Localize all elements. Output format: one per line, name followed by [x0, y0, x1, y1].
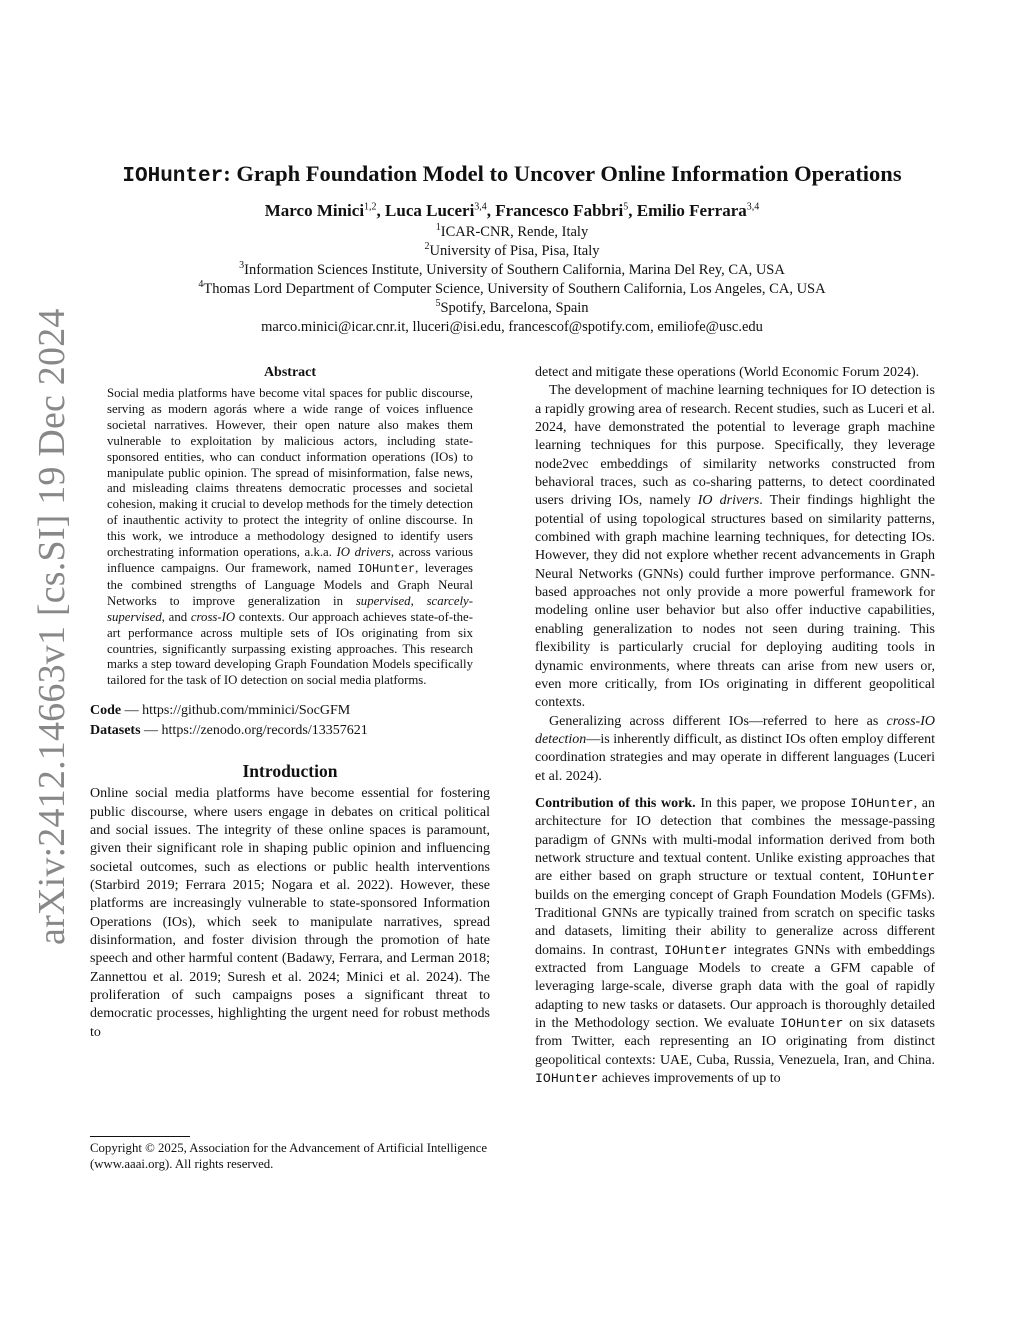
- paragraph-text-segment: —is inherently difficult, as distinct IOs often employ different coordination strategies and may operate in different languages (Luceri et al. 2024).: [535, 731, 935, 784]
- abstract-heading: Abstract: [263, 365, 317, 380]
- author-affiliation-marker: 3,4: [474, 201, 487, 213]
- introduction-heading: Introduction: [242, 761, 338, 782]
- system-name-inline: IOHunter: [664, 942, 728, 958]
- paragraph-emphasis: IO drivers: [697, 493, 760, 509]
- abstract-body: [107, 386, 473, 689]
- abstract-system-name: IOHunter: [357, 561, 416, 576]
- author-list: [60, 199, 964, 223]
- paragraph-emphasis: cross-IO detection: [535, 713, 935, 747]
- affiliation: [60, 261, 964, 280]
- affiliation-text: Information Sciences Institute, University of Southern California, Marina Del Rey, CA, USA: [244, 262, 785, 278]
- paragraph-text-segment: achieves improvements of up to: [598, 1071, 781, 1087]
- paragraph-text-segment: on six datasets from Twitter, each representing an IO originating from distinct geopolitical contexts: UAE, Cuba, Russia, Venezuela, Iran, and China.: [535, 1016, 936, 1068]
- title-text: : Graph Foundation Model to Uncover Online Information Operations: [223, 161, 902, 186]
- affiliation-marker: 2: [424, 241, 430, 253]
- link-dash: —: [140, 723, 162, 739]
- author-name: Francesco Fabbri: [495, 201, 624, 220]
- abstract-text-segment: Social media platforms have become vital spaces for public discourse, serving as modern agorás where a wide range of voices influence societal narratives. However, their open nature also makes them vulnerable to exploitation by malicious actors, including state-sponsored entities, who can conduct information operations (IOs) to manipulate public opinion. The spread of misinformation, false news, and misleading claims threatens democratic processes and societal cohesion, making it crucial to develop methods for the timely detection of inauthentic activity to protect the integrity of online discourse. In this work, we introduce a methodology designed to identify users orchestrating information operations, a.k.a.: [107, 386, 473, 560]
- code-link[interactable]: https://github.com/mminici/SocGFM: [142, 703, 351, 719]
- author-affiliation-marker: 5: [623, 201, 629, 213]
- code-link-row: [90, 701, 490, 721]
- system-name-inline: IOHunter: [535, 1071, 599, 1087]
- abstract-text-segment: , across various influence campaigns. Our framework, named: [107, 545, 473, 575]
- datasets-link-row: [90, 721, 490, 741]
- copyright-footnote: [90, 1136, 490, 1172]
- author-separator: ,: [486, 201, 496, 220]
- affiliation-marker: 3: [239, 260, 245, 272]
- author-separator: ,: [376, 201, 386, 220]
- abstract-text-segment: , and: [161, 609, 191, 624]
- arxiv-identifier-stamp: arXiv:2412.14663v1 [cs.SI] 19 Dec 2024: [31, 308, 73, 945]
- affiliation: [60, 280, 964, 299]
- abstract-emphasis: supervised: [355, 593, 411, 608]
- footnote-divider: [90, 1136, 190, 1137]
- paper-header: [60, 158, 964, 337]
- affiliation: [60, 223, 964, 242]
- datasets-label: Datasets: [90, 723, 141, 739]
- affiliation-marker: 1: [435, 222, 441, 234]
- affiliation: [60, 299, 964, 318]
- abstract-emphasis: scarcely-supervised: [107, 593, 473, 624]
- author-separator: ,: [628, 201, 637, 220]
- author-affiliation-marker: 3,4: [746, 201, 760, 213]
- affiliation-text: ICAR-CNR, Rende, Italy: [440, 224, 589, 240]
- paragraph-text-segment: . Their findings highlight the potential of using topological structures based on similarity patterns, combined with graph machine learning techniques, for detecting IOs. However, they did not explore whether recent advancements in Graph Neural Networks (GNNs) could further improve performance. GNN-based approaches not only provide a more powerful framework for modeling online user behavior but also offer inductive capabilities, enabling generalization to nodes not seen during training. This flexibility is particularly crucial for deploying auditing tools in dynamic environments, where threats can arise from new users or, even more critically, from IOs originating in different geopolitical contexts.: [535, 493, 935, 711]
- affiliation-text: Spotify, Barcelona, Spain: [440, 300, 589, 316]
- paragraph-text-segment: The development of machine learning techniques for IO detection is a rapidly growing area of research. Recent studies, such as Luceri et al. 2024, have demonstrated the potential to leverage graph machine learning techniques for this purpose. Specifically, they leverage node2vec embeddings of similarity networks constructed from behavioral traces, such as co-sharing patterns, to detect coordinated users driving IOs, namely: [535, 383, 935, 509]
- system-name: IOHunter: [122, 165, 224, 188]
- author-emails[interactable]: marco.minici@icar.cnr.it, lluceri@isi.edu, francescof@spotify.com, emiliofe@usc.edu: [261, 319, 763, 335]
- abstract-emphasis: cross-IO: [190, 609, 236, 624]
- paragraph-text-segment: integrates GNNs with embeddings extracted from Language Models to create a GFM capable of leveraging large-scale, diverse graph data with the goal of rapidly adapting to new tasks or datasets. Our approach is thoroughly detailed in the Methodology section. We evaluate: [535, 942, 936, 1032]
- author-name: Emilio Ferrara: [636, 201, 747, 220]
- abstract-text-segment: , leverages the combined strengths of Language Models and Graph Neural Networks to improve generalization in: [107, 560, 474, 608]
- right-column: [535, 364, 935, 1088]
- affiliation-marker: 5: [435, 298, 441, 310]
- abstract-text-segment: ,: [410, 593, 427, 608]
- paragraph-text-segment: Generalizing across different IOs—referred to here as: [549, 713, 887, 729]
- introduction-paragraph: Online social media platforms have become essential for fostering public discourse, where users engage in debates on critical political and social issues. The integrity of these online spaces is paramount, given their significant role in shaping public opinion and influencing societal outcomes, such as elections or public health interventions (Starbird 2019; Ferrara 2015; Nogara et al. 2022). However, these platforms are increasingly vulnerable to state-sponsored Information Operations (IOs), which seek to manipulate narratives, spread disinformation, and foster division through the promotion of hate speech and other harmful content (Badawy, Ferrara, and Lerman 2018; Zannettou et al. 2019; Suresh et al. 2024; Minici et al. 2024). The proliferation of such campaigns poses a significant threat to democratic processes, highlighting the urgent need for robust methods to: [90, 786, 490, 1040]
- affiliation-marker: 4: [198, 279, 204, 291]
- abstract-emphasis: IO drivers: [336, 545, 391, 560]
- abstract-text-segment: contexts. Our approach achieves state-of-the-art performance across multiple sets of IOs originating from six countries, significantly surpassing existing approaches. This research marks a step toward developing Graph Foundation Models specifically tailored for the task of IO detection on social media platforms.: [107, 609, 474, 688]
- code-label: Code: [90, 703, 122, 719]
- author-name: Luca Luceri: [385, 201, 475, 220]
- affiliation: [60, 242, 964, 261]
- contribution-paragraph: [535, 795, 935, 1089]
- contribution-label: Contribution of this work.: [535, 795, 696, 811]
- affiliation-text: University of Pisa, Pisa, Italy: [429, 243, 600, 259]
- datasets-link[interactable]: https://zenodo.org/records/13357621: [161, 723, 368, 739]
- system-name-inline: IOHunter: [871, 869, 935, 885]
- paragraph-text-segment: , an architecture for IO detection that combines the message-passing paradigm of GNNs with multi-modal information derived from both network structure and textual content. Unlike existing approaches that are either based on graph structure or textual content,: [535, 795, 935, 885]
- continued-paragraph: detect and mitigate these operations (World Economic Forum 2024).: [535, 365, 920, 380]
- ml-techniques-paragraph: [535, 382, 935, 712]
- paragraph-text-segment: In this paper, we propose: [695, 795, 851, 811]
- system-name-inline: IOHunter: [850, 795, 914, 811]
- paper-title: [60, 158, 964, 193]
- author-affiliation-marker: 1,2: [364, 201, 377, 213]
- author-name: Marco Minici: [264, 201, 365, 220]
- cross-io-paragraph: [535, 713, 935, 786]
- left-column: [90, 364, 490, 1042]
- paragraph-text-segment: builds on the emerging concept of Graph Foundation Models (GFMs). Traditional GNNs are typically trained from scratch on specific tasks and datasets, limiting their ability to generalize across different domains. In contrast,: [535, 887, 935, 958]
- affiliation-text: Thomas Lord Department of Computer Science, University of Southern California, Los Angeles, CA, USA: [203, 281, 826, 297]
- system-name-inline: IOHunter: [780, 1016, 844, 1032]
- footnote-text: Copyright © 2025, Association for the Advancement of Artificial Intelligence (www.aaai.org). All rights reserved.: [90, 1141, 488, 1171]
- link-dash: —: [121, 703, 143, 719]
